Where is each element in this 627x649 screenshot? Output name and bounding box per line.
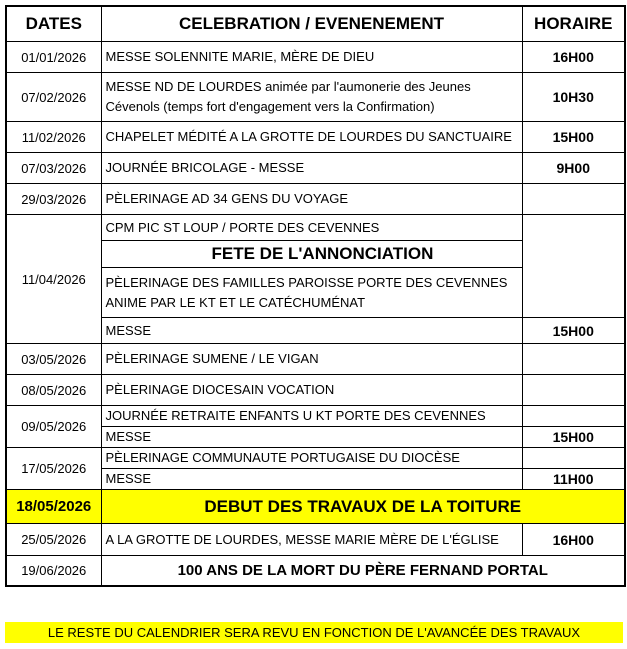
date-cell: 25/05/2026 xyxy=(6,524,101,556)
event-cell: JOURNÉE RETRAITE ENFANTS U KT PORTE DES CEVENNES xyxy=(101,406,522,427)
event-cell: PÈLERINAGE DES FAMILLES PAROISSE PORTE DES CEVENNES ANIME PAR LE KT ET LE CATÉCHUMÉNAT xyxy=(101,268,522,318)
table-row xyxy=(6,73,625,122)
event-cell: MESSE ND DE LOURDES animée par l'aumonerie des Jeunes Cévenols (temps fort d'engagement vers la Confirmation) xyxy=(101,73,522,122)
event-cell: MESSE SOLENNITE MARIE, MÈRE DE DIEU xyxy=(101,42,522,73)
time-cell: 9H00 xyxy=(522,153,625,184)
table-row xyxy=(6,153,625,184)
event-cell: PÈLERINAGE COMMUNAUTE PORTUGAISE DU DIOCÈSE xyxy=(101,448,522,469)
table-row xyxy=(6,448,625,469)
event-cell: CPM PIC ST LOUP / PORTE DES CEVENNES xyxy=(101,215,522,241)
date-cell: 09/05/2026 xyxy=(6,406,101,448)
calendar-table xyxy=(5,5,626,587)
date-cell: 03/05/2026 xyxy=(6,344,101,375)
table-row xyxy=(6,122,625,153)
event-cell: DEBUT DES TRAVAUX DE LA TOITURE xyxy=(101,490,625,524)
table-row xyxy=(6,524,625,556)
date-cell: 29/03/2026 xyxy=(6,184,101,215)
table-row xyxy=(6,184,625,215)
time-cell xyxy=(522,406,625,427)
header-event: CELEBRATION / EVENENEMENT xyxy=(101,6,522,42)
date-cell: 11/02/2026 xyxy=(6,122,101,153)
event-title-cell: FETE DE L'ANNONCIATION xyxy=(101,241,522,268)
event-cell: PÈLERINAGE AD 34 GENS DU VOYAGE xyxy=(101,184,522,215)
event-cell: PÈLERINAGE DIOCESAIN VOCATION xyxy=(101,375,522,406)
header-dates: DATES xyxy=(6,6,101,42)
event-cell: 100 ANS DE LA MORT DU PÈRE FERNAND PORTAL xyxy=(101,556,625,586)
header-time: HORAIRE xyxy=(522,6,625,42)
time-cell: 15H00 xyxy=(522,122,625,153)
table-row xyxy=(6,344,625,375)
date-cell: 07/02/2026 xyxy=(6,73,101,122)
event-cell: MESSE xyxy=(101,427,522,448)
footer-note: LE RESTE DU CALENDRIER SERA REVU EN FONCTION DE L'AVANCÉE DES TRAVAUX xyxy=(5,622,623,643)
time-cell xyxy=(522,184,625,215)
time-cell: 10H30 xyxy=(522,73,625,122)
time-cell xyxy=(522,375,625,406)
date-cell: 07/03/2026 xyxy=(6,153,101,184)
date-cell: 01/01/2026 xyxy=(6,42,101,73)
table-row xyxy=(6,215,625,241)
time-cell xyxy=(522,215,625,318)
highlight-row xyxy=(6,490,625,524)
date-cell: 18/05/2026 xyxy=(6,490,101,524)
event-cell: MESSE xyxy=(101,318,522,344)
event-cell: JOURNÉE BRICOLAGE - MESSE xyxy=(101,153,522,184)
table-row xyxy=(6,406,625,427)
time-cell: 15H00 xyxy=(522,318,625,344)
date-cell: 11/04/2026 xyxy=(6,215,101,344)
table-row xyxy=(6,375,625,406)
time-cell xyxy=(522,448,625,469)
event-cell: PÈLERINAGE SUMENE / LE VIGAN xyxy=(101,344,522,375)
time-cell xyxy=(522,344,625,375)
date-cell: 19/06/2026 xyxy=(6,556,101,586)
time-cell: 16H00 xyxy=(522,524,625,556)
event-cell: CHAPELET MÉDITÉ A LA GROTTE DE LOURDES DU SANCTUAIRE xyxy=(101,122,522,153)
event-cell: MESSE xyxy=(101,469,522,490)
header-row xyxy=(6,6,625,42)
event-cell: A LA GROTTE DE LOURDES, MESSE MARIE MÈRE DE L'ÉGLISE xyxy=(101,524,522,556)
time-cell: 15H00 xyxy=(522,427,625,448)
date-cell: 08/05/2026 xyxy=(6,375,101,406)
time-cell: 11H00 xyxy=(522,469,625,490)
table-row xyxy=(6,42,625,73)
date-cell: 17/05/2026 xyxy=(6,448,101,490)
time-cell: 16H00 xyxy=(522,42,625,73)
table-row xyxy=(6,556,625,586)
